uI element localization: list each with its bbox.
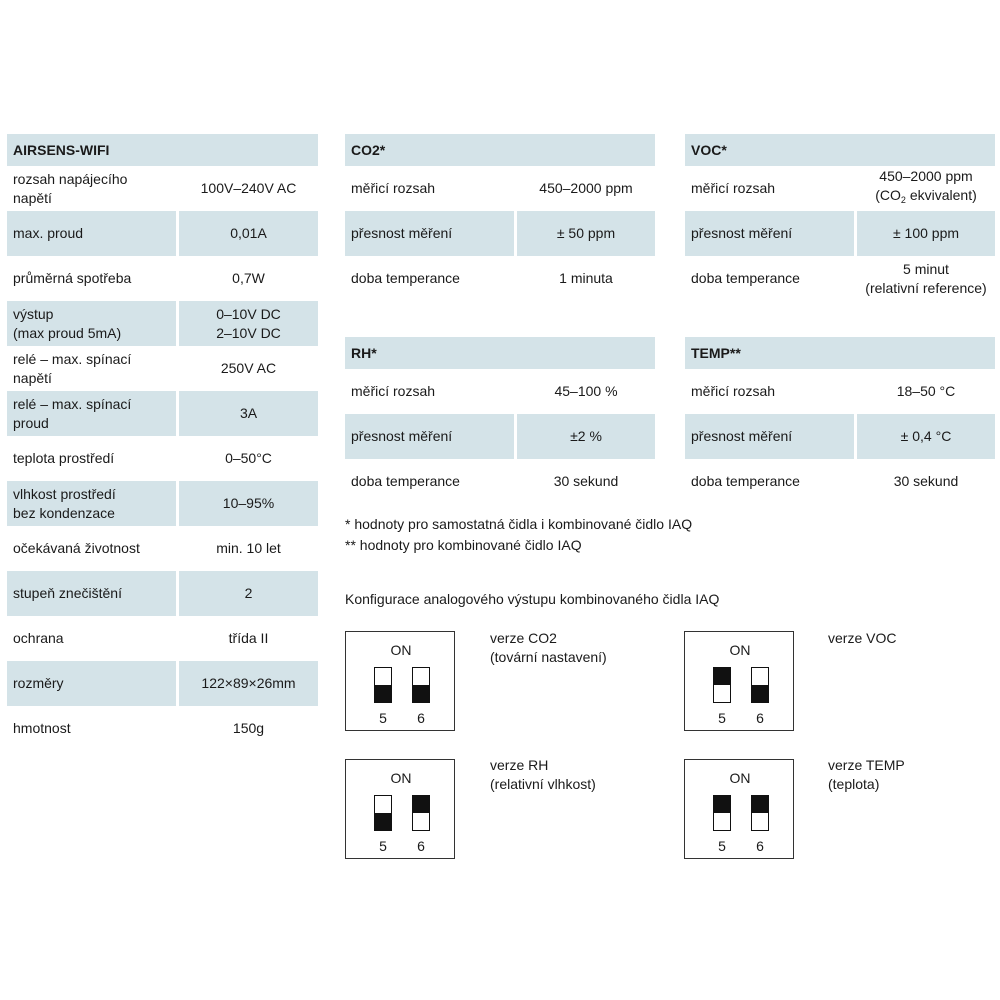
rh-spec-table: [345, 337, 655, 504]
row-value: ± 0,4 °C: [857, 414, 995, 459]
variant-voc-label: [828, 629, 896, 648]
dip-number-6: 6: [756, 710, 764, 726]
dip-on-label: ON: [390, 770, 412, 786]
dip-switch-5: [374, 795, 392, 831]
row-label: hmotnost: [13, 720, 71, 736]
table-row: [7, 616, 318, 661]
row-value: 2: [179, 571, 318, 616]
row-value: 0,01A: [179, 211, 318, 256]
dip-switch-6: [412, 795, 430, 831]
row-label: rozměry: [7, 661, 176, 706]
variant-note: (teplota): [828, 776, 880, 792]
dip-switch-5: [713, 795, 731, 831]
variant-name: verze RH: [490, 757, 549, 773]
variant-temp-label: [828, 756, 905, 794]
table-row: [345, 414, 655, 459]
dip-switch-6: [751, 795, 769, 831]
row-label: rozsah napájecího napětí: [13, 170, 128, 206]
voc-spec-table: [685, 134, 995, 301]
dip-on-label: ON: [729, 770, 751, 786]
table-row: [7, 571, 318, 616]
row-label: doba temperance: [691, 473, 800, 489]
table-row: [7, 391, 318, 436]
dip-switch-6: [751, 667, 769, 703]
row-value: 122×89×26mm: [179, 661, 318, 706]
row-label: měřicí rozsah: [351, 383, 436, 399]
row-label: očekávaná životnost: [13, 540, 140, 556]
variant-name: verze VOC: [828, 630, 897, 646]
rh-table-title: RH*: [345, 337, 655, 369]
row-label: doba temperance: [691, 270, 800, 286]
row-label: max. proud: [7, 211, 176, 256]
row-value: 1 minuta: [559, 270, 613, 286]
row-label: průměrná spotřeba: [13, 270, 132, 286]
row-value: 30 sekund: [893, 473, 959, 489]
row-label: výstup (max proud 5mA): [7, 301, 176, 346]
dip-switch-rh: [345, 759, 455, 859]
variant-name: verze TEMP: [828, 757, 905, 773]
row-value: 150g: [232, 720, 265, 736]
dip-switch-6: [412, 667, 430, 703]
dip-switch-5: [713, 667, 731, 703]
row-value: ± 100 ppm: [857, 211, 995, 256]
table-row: [7, 301, 318, 346]
table-row: [345, 369, 655, 414]
voc-range-note: ($CO_2$ ekvivalent): [875, 187, 977, 205]
row-label: přesnost měření: [685, 414, 854, 459]
row-label: doba temperance: [351, 473, 460, 489]
row-value: 100V–240V AC: [200, 180, 297, 196]
table-row: [685, 256, 995, 301]
row-value: třída II: [228, 630, 269, 646]
row-value: [857, 166, 995, 211]
row-value: 0–50°C: [225, 450, 272, 466]
row-value: ± 50 ppm: [517, 211, 655, 256]
table-row: [685, 414, 995, 459]
row-value: 3A: [179, 391, 318, 436]
row-label: měřicí rozsah: [691, 383, 776, 399]
variant-note: (relativní vlhkost): [490, 776, 596, 792]
variant-rh-label: [490, 756, 596, 794]
temp-spec-table: [685, 337, 995, 504]
table-row: [685, 166, 995, 211]
row-label: přesnost měření: [345, 211, 514, 256]
row-label: vlhkost prostředí bez kondenzace: [7, 481, 176, 526]
footnote-1: * hodnoty pro samostatná čidla i kombinované čidlo IAQ: [345, 516, 693, 532]
voc-range-value: 450–2000 ppm: [879, 168, 973, 184]
row-label: doba temperance: [351, 270, 460, 286]
row-value: 5 minut (relativní reference): [865, 260, 987, 296]
table-row: [345, 256, 655, 301]
table-row: [7, 661, 318, 706]
row-value: 450–2000 ppm: [539, 180, 633, 196]
airsens-table-title: AIRSENS-WIFI: [7, 134, 318, 166]
table-row: [7, 346, 318, 391]
table-row: [7, 706, 318, 751]
table-row: [7, 256, 318, 301]
variant-name: verze CO2: [490, 630, 557, 646]
row-label: měřicí rozsah: [691, 180, 776, 196]
co2-spec-table: [345, 134, 655, 301]
table-row: [345, 211, 655, 256]
co2-table-title: CO2*: [345, 134, 655, 166]
dip-number-5: 5: [718, 838, 726, 854]
row-value: 10–95%: [179, 481, 318, 526]
table-row: [685, 211, 995, 256]
table-row: [345, 459, 655, 504]
row-label: stupeň znečištění: [7, 571, 176, 616]
variant-note: (tovární nastavení): [490, 649, 607, 665]
dip-switch-temp: [684, 759, 794, 859]
table-row: [685, 459, 995, 504]
row-label: ochrana: [13, 630, 64, 646]
row-value: 250V AC: [220, 360, 277, 376]
row-value: 0,7W: [232, 270, 265, 286]
table-row: [7, 481, 318, 526]
variant-co2-label: [490, 629, 607, 667]
dip-on-label: ON: [729, 642, 751, 658]
dip-number-6: 6: [417, 838, 425, 854]
row-label: relé – max. spínací napětí: [13, 350, 132, 386]
airsens-spec-table: [7, 134, 318, 751]
dip-number-6: 6: [756, 838, 764, 854]
row-label: teplota prostředí: [13, 450, 115, 466]
table-row: [7, 526, 318, 571]
row-value: ±2 %: [517, 414, 655, 459]
table-row: [7, 166, 318, 211]
dip-switch-5: [374, 667, 392, 703]
row-value: 45–100 %: [554, 383, 618, 399]
footnote-2: ** hodnoty pro kombinované čidlo IAQ: [345, 537, 582, 553]
row-value: min. 10 let: [216, 540, 281, 556]
table-row: [7, 436, 318, 481]
footnotes: [345, 514, 692, 556]
dip-on-label: ON: [390, 642, 412, 658]
row-value: 30 sekund: [553, 473, 619, 489]
dip-number-5: 5: [379, 710, 387, 726]
dip-switch-voc: [684, 631, 794, 731]
voc-table-title: VOC*: [685, 134, 995, 166]
row-value: 0–10V DC 2–10V DC: [179, 301, 318, 346]
dip-number-5: 5: [379, 838, 387, 854]
dip-number-5: 5: [718, 710, 726, 726]
row-value: 18–50 °C: [896, 383, 956, 399]
dip-number-6: 6: [417, 710, 425, 726]
table-row: [685, 369, 995, 414]
temp-table-title: TEMP**: [685, 337, 995, 369]
row-label: měřicí rozsah: [351, 180, 436, 196]
row-label: přesnost měření: [685, 211, 854, 256]
dip-switch-co2: [345, 631, 455, 731]
table-row: [345, 166, 655, 211]
row-label: přesnost měření: [345, 414, 514, 459]
config-title: Konfigurace analogového výstupu kombinovaného čidla IAQ: [345, 591, 720, 607]
table-row: [7, 211, 318, 256]
row-label: relé – max. spínací proud: [7, 391, 176, 436]
